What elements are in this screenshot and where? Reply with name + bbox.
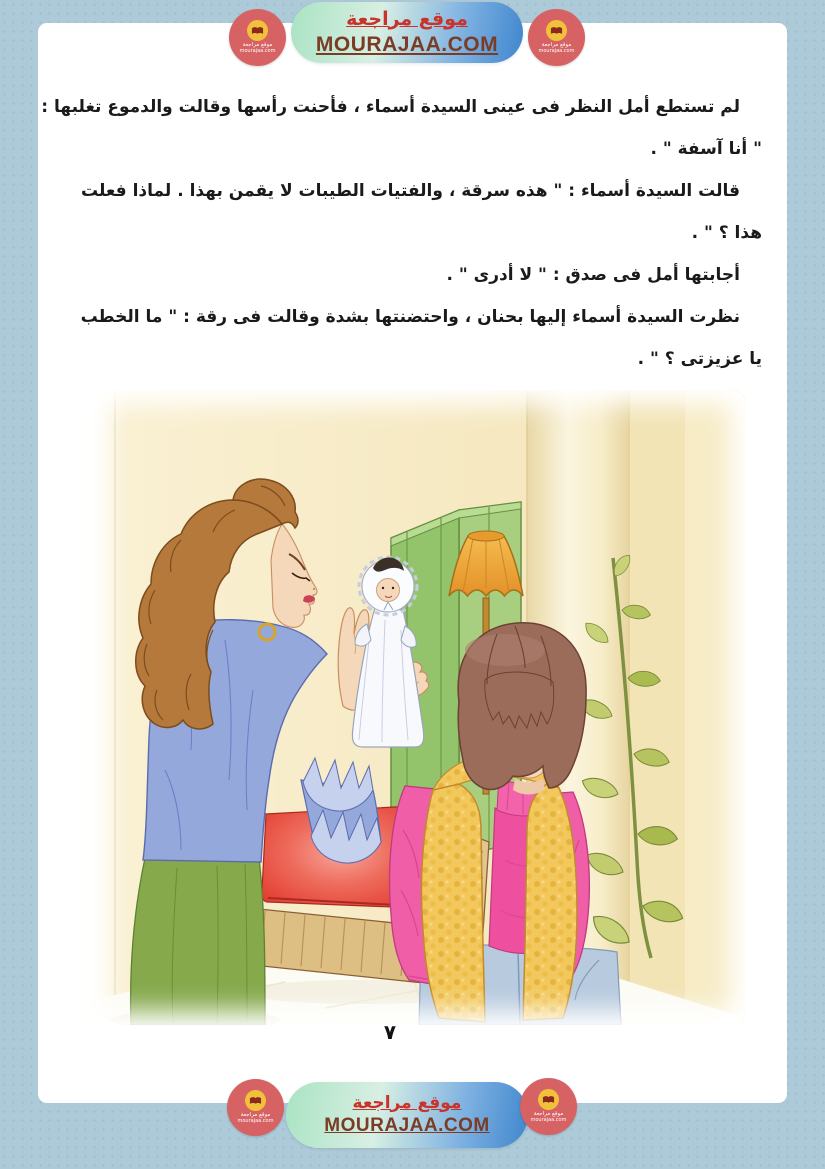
site-badge-bottom-right [520,1078,577,1135]
story-line: قالت السيدة أسماء : " هذه سرقة ، والفتيات الطيبات لا يقمن بهذا . لماذا فعلت [80,181,740,201]
badge-arabic-text: موقع مراجعة [533,1111,564,1118]
girl-vest-right [523,784,577,1020]
story-line: يا عزيزتى ؟ " . [637,349,762,369]
badge-arabic-text: موقع مراجعة [541,42,572,49]
badge-domain-text: mourajaa.com [237,1118,274,1125]
badge-domain-text: mourajaa.com [239,48,276,55]
story-line: " أنا آسفة " . [650,139,762,159]
book-logo-icon [546,20,567,41]
badge-domain-text: mourajaa.com [530,1117,567,1124]
badge-arabic-text: موقع مراجعة [240,1112,271,1119]
story-illustration [85,390,745,1025]
girl-vest-left [421,784,485,1022]
story-line: نظرت السيدة أسماء إليها بحنان ، واحتضنتها بشدة وقالت فى رقة : " ما الخطب [80,307,740,327]
story-line: لم تستطع أمل النظر فى عينى السيدة أسماء ، فأحنت رأسها وقالت والدموع تغلبها : [41,97,740,117]
site-domain-link[interactable]: MOURAJAA.COM [315,33,499,57]
footer-watermark [286,1082,528,1148]
story-text [41,86,762,380]
site-arabic-title: موقع مراجعة [352,1092,462,1113]
site-badge-bottom-left [227,1079,284,1136]
story-line: أجابتها أمل فى صدق : " لا أدرى " . [446,265,740,285]
site-arabic-title: موقع مراجعة [346,7,468,30]
badge-domain-text: mourajaa.com [538,48,575,55]
book-logo-icon [245,1090,266,1111]
site-badge-top-left [229,9,286,66]
story-line: هذا ؟ " . [691,223,762,243]
badge-arabic-text: موقع مراجعة [242,42,273,49]
woman-skirt [131,858,265,1025]
book-logo-icon [247,20,268,41]
site-domain-link[interactable]: MOURAJAA.COM [324,1114,490,1136]
book-logo-icon [538,1089,559,1110]
page-number: ٧ [383,1020,397,1044]
header-watermark [291,2,523,63]
site-badge-top-right [528,9,585,66]
